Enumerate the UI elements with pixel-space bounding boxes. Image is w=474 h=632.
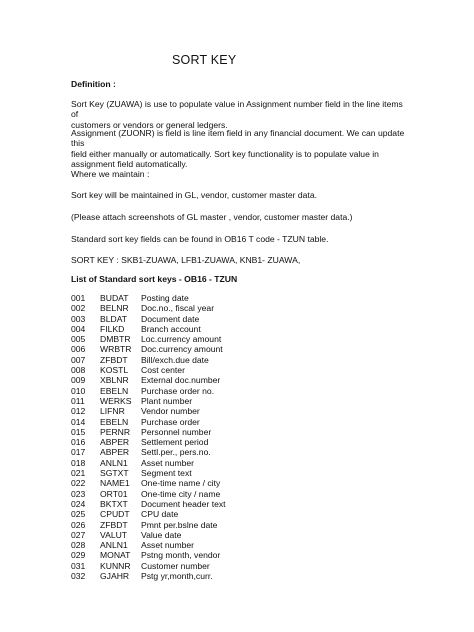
sort-key-description: Settl.per., pers.no. <box>141 447 211 458</box>
sort-key-row <box>71 561 431 571</box>
sort-key-description: Settlement period <box>141 437 209 448</box>
sort-key-field: ANLN1 <box>100 457 128 468</box>
sort-key-number: 015 <box>71 426 86 437</box>
sort-key-field: EBELN <box>100 416 129 427</box>
sort-key-field: WRBTR <box>100 344 132 355</box>
sort-key-number: 032 <box>71 571 86 582</box>
sort-key-description: Customer number <box>141 560 210 571</box>
sort-key-field: WERKS <box>100 395 132 406</box>
sort-key-row <box>71 571 431 581</box>
sort-key-field: ZFBDT <box>100 519 128 530</box>
sort-key-number: 021 <box>71 468 86 479</box>
sort-key-row <box>71 386 431 396</box>
sort-key-field: GJAHR <box>100 571 130 582</box>
sort-key-row <box>71 417 431 427</box>
sort-key-number: 011 <box>71 395 85 406</box>
sort-key-number: 001 <box>71 293 86 303</box>
sort-key-field: ORT01 <box>100 488 128 499</box>
sort-key-row <box>71 468 431 478</box>
sort-key-description: Cost center <box>141 365 185 376</box>
sort-key-description: Personnel number <box>141 426 212 437</box>
sort-key-row <box>71 458 431 468</box>
sort-key-number: 002 <box>71 303 86 314</box>
sort-key-description: Pmnt per.bslne date <box>141 519 218 530</box>
sort-key-number: 028 <box>71 540 86 551</box>
standard-paragraph: Standard sort key fields can be found in OB16 T code - TZUN table. <box>71 234 329 244</box>
sort-key-number: 014 <box>71 416 86 427</box>
sort-key-field: PERNR <box>100 426 131 437</box>
sort-key-number: 016 <box>71 437 86 448</box>
sort-key-number: 023 <box>71 488 86 499</box>
sort-key-number: 003 <box>71 313 86 324</box>
sort-key-row <box>71 427 431 437</box>
sort-key-field: BELNR <box>100 303 129 314</box>
sort-key-description: Loc.currency amount <box>141 334 222 345</box>
sort-key-field: KOSTL <box>100 365 129 376</box>
sort-key-number: 025 <box>71 509 86 520</box>
sort-key-row <box>71 334 431 344</box>
list-heading: List of Standard sort keys - OB16 - TZUN <box>71 274 238 284</box>
sort-key-description: Pstg yr,month,curr. <box>141 571 213 582</box>
sort-key-description: Document date <box>141 313 200 324</box>
sort-key-description: Purchase order no. <box>141 385 215 396</box>
sort-key-number: 006 <box>71 344 86 355</box>
sort-key-number: 031 <box>71 560 86 571</box>
sort-key-row <box>71 365 431 375</box>
sort-key-paragraph: Sort Key (ZUAWA) is use to populate value in Assignment number field in the line items of customers or vendors or general ledgers. <box>71 99 403 130</box>
maintained-paragraph: Sort key will be maintained in GL, vendor, customer master data. <box>71 190 317 200</box>
sort-key-number: 010 <box>71 385 86 396</box>
sort-key-list <box>71 293 431 581</box>
sort-key-field: SGTXT <box>100 468 129 479</box>
sort-key-field: ABPER <box>100 447 130 458</box>
sort-key-description: Segment text <box>141 468 192 479</box>
sort-key-row <box>71 344 431 354</box>
sort-key-number: 017 <box>71 447 86 458</box>
sort-key-row <box>71 293 431 303</box>
sort-key-number: 018 <box>71 457 86 468</box>
sort-key-field: CPUDT <box>100 509 130 520</box>
sort-key-field: BUDAT <box>100 293 129 303</box>
sort-key-description: Doc.currency amount <box>141 344 223 355</box>
sort-key-field: VALUT <box>100 529 128 540</box>
sort-key-row <box>71 478 431 488</box>
sort-key-field: NAME1 <box>100 478 130 489</box>
sort-key-number: 007 <box>71 354 86 365</box>
sort-key-row <box>71 499 431 509</box>
sort-key-row <box>71 489 431 499</box>
sort-key-description: Asset number <box>141 457 195 468</box>
sort-key-number: 005 <box>71 334 86 345</box>
sort-key-field: ZFBDT <box>100 354 128 365</box>
sort-key-row <box>71 355 431 365</box>
sort-key-number: 008 <box>71 365 86 376</box>
sort-key-row <box>71 520 431 530</box>
sort-key-field: LIFNR <box>100 406 125 417</box>
sort-key-row <box>71 540 431 550</box>
sort-key-number: 022 <box>71 478 86 489</box>
sort-key-description: External doc.number <box>141 375 221 386</box>
sort-key-field: MONAT <box>100 550 131 561</box>
where-heading: Where we maintain : <box>71 169 150 179</box>
sort-key-description: One-time name / city <box>141 478 221 489</box>
sort-key-description: CPU date <box>141 509 179 520</box>
sort-key-description: Bill/exch.due date <box>141 354 209 365</box>
sort-key-row <box>71 303 431 313</box>
definition-heading: Definition : <box>71 79 116 89</box>
attach-paragraph: (Please attach screenshots of GL master , vendor, customer master data.) <box>71 212 353 222</box>
sort-key-description: One-time city / name <box>141 488 221 499</box>
sort-key-description: Value date <box>141 529 182 540</box>
sort-key-description: Pstng month, vendor <box>141 550 221 561</box>
sort-key-tables-paragraph: SORT KEY : SKB1-ZUAWA, LFB1-ZUAWA, KNB1- ZUAWA, <box>71 255 301 265</box>
sort-key-description: Plant number <box>141 395 193 406</box>
sort-key-row <box>71 447 431 457</box>
page-title: SORT KEY <box>172 53 237 67</box>
sort-key-description: Branch account <box>141 323 201 334</box>
sort-key-row <box>71 314 431 324</box>
sort-key-description: Document header text <box>141 498 226 509</box>
sort-key-number: 029 <box>71 550 86 561</box>
sort-key-row <box>71 530 431 540</box>
sort-key-field: EBELN <box>100 385 129 396</box>
sort-key-field: KUNNR <box>100 560 131 571</box>
sort-key-field: BLDAT <box>100 313 128 324</box>
sort-key-field: BKTXT <box>100 498 128 509</box>
sort-key-number: 026 <box>71 519 86 530</box>
sort-key-description: Asset number <box>141 540 195 551</box>
assignment-paragraph: Assignment (ZUONR) is field is line item field in any financial document. We can update this field either manually or automatically. Sort key functionality is to populate value in assignment field automatically. <box>71 128 405 170</box>
sort-key-row <box>71 550 431 560</box>
sort-key-description: Vendor number <box>141 406 200 417</box>
sort-key-number: 009 <box>71 375 86 386</box>
sort-key-description: Posting date <box>141 293 189 303</box>
sort-key-number: 012 <box>71 406 86 417</box>
sort-key-number: 027 <box>71 529 86 540</box>
sort-key-description: Doc.no., fiscal year <box>141 303 215 314</box>
sort-key-field: DMBTR <box>100 334 131 345</box>
sort-key-field: ABPER <box>100 437 130 448</box>
sort-key-field: XBLNR <box>100 375 129 386</box>
sort-key-row <box>71 324 431 334</box>
sort-key-row <box>71 396 431 406</box>
sort-key-field: FILKD <box>100 323 125 334</box>
sort-key-row <box>71 406 431 416</box>
sort-key-number: 004 <box>71 323 86 334</box>
sort-key-row <box>71 375 431 385</box>
sort-key-number: 024 <box>71 498 86 509</box>
sort-key-row <box>71 437 431 447</box>
sort-key-row <box>71 509 431 519</box>
sort-key-field: ANLN1 <box>100 540 128 551</box>
sort-key-description: Purchase order <box>141 416 200 427</box>
